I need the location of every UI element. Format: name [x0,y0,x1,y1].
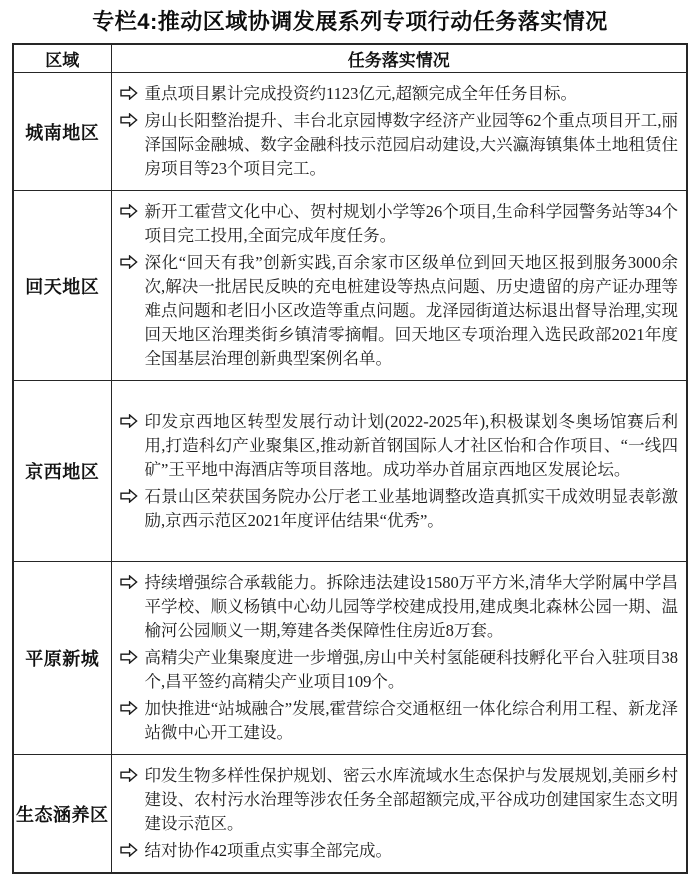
task-item [118,646,679,694]
region-label: 生态涵养区 [13,755,111,874]
right-arrow-icon [118,200,145,218]
task-text: 印发京西地区转型发展行动计划(2022-2025年),积极谋划冬奥场馆赛后利用,打造科幻产业聚集区,推动新首钢国际人才社区怡和合作项目、“一线四矿”王平地中海酒店等项目落地。成功举办首届京西地区发展论坛。 [144,411,678,479]
right-arrow-icon [118,764,145,782]
table-row [13,73,687,191]
task-table [12,43,688,874]
right-arrow-icon [118,109,145,127]
right-arrow-icon [118,646,145,664]
task-item [118,82,679,106]
table-row [13,562,687,755]
region-label: 城南地区 [13,73,111,191]
task-cell [111,755,687,874]
region-label: 京西地区 [13,381,111,562]
right-arrow-icon [118,410,145,428]
task-item [118,410,679,482]
table-row [13,381,687,562]
table-row [13,191,687,381]
task-text: 印发生物多样性保护规划、密云水库流域水生态保护与发展规划,美丽乡村建设、农村污水治理等涉农任务全部超额完成,平谷成功创建国家生态文明建设示范区。 [144,766,678,833]
right-arrow-icon [118,251,145,269]
column-header-status: 任务落实情况 [111,44,687,73]
task-text: 高精尖产业集聚度进一步增强,房山中关村氢能硬科技孵化平台入驻项目38个,昌平签约高精尖产业项目109个。 [144,648,678,691]
task-cell [111,73,687,191]
task-item [118,571,679,643]
task-item [118,764,679,836]
task-text: 深化“回天有我”创新实践,百余家市区级单位到回天地区报到服务3000余次,解决一批居民反映的充电桩建设等热点问题、历史遗留的房产证办理等难点问题和老旧小区改造等重点问题。龙泽园街道达标退出督导治理,实现回天地区治理类街乡镇清零摘帽。回天地区专项治理入选民政部2021年度全国基层治理创新典型案例名单。 [144,253,678,368]
column-header-region: 区域 [13,44,111,73]
task-item [118,697,679,745]
table-header-row [13,44,687,73]
task-text: 持续增强综合承载能力。拆除违法建设1580万平方米,清华大学附属中学昌平学校、顺义杨镇中心幼儿园等学校建成投用,建成奥北森林公园一期、温榆河公园顺义一期,筹建各类保障性住房近8万套。 [144,573,678,640]
table-row [13,755,687,874]
task-item [118,485,679,533]
region-label: 回天地区 [13,191,111,381]
region-label: 平原新城 [13,562,111,755]
task-item [118,109,679,181]
task-cell [111,562,687,755]
task-item [118,200,679,248]
task-text: 结对协作42项重点实事全部完成。 [144,841,392,860]
task-text: 加快推进“站城融合”发展,霍营综合交通枢纽一体化综合利用工程、新龙泽站微中心开工建设。 [144,699,678,742]
task-text: 新开工霍营文化中心、贺村规划小学等26个项目,生命科学园警务站等34个项目完工投用,全面完成年度任务。 [144,202,678,245]
task-cell [111,191,687,381]
task-item [118,251,679,371]
task-text: 石景山区荣获国务院办公厅老工业基地调整改造真抓实干成效明显表彰激励,京西示范区2021年度评估结果“优秀”。 [144,486,678,530]
right-arrow-icon [118,82,145,100]
task-item [118,839,679,863]
right-arrow-icon [118,839,145,857]
right-arrow-icon [118,571,145,589]
right-arrow-icon [118,697,145,715]
right-arrow-icon [118,485,145,503]
task-text: 重点项目累计完成投资约1123亿元,超额完成全年任务目标。 [144,84,578,103]
box-title: 专栏4:推动区域协调发展系列专项行动任务落实情况 [92,9,608,34]
task-text: 房山长阳整治提升、丰台北京园博数字经济产业园等62个重点项目开工,丽泽国际金融城、数字金融科技示范园启动建设,大兴瀛海镇集体土地租赁住房项目等23个项目完工。 [144,111,678,178]
task-cell [111,381,687,562]
